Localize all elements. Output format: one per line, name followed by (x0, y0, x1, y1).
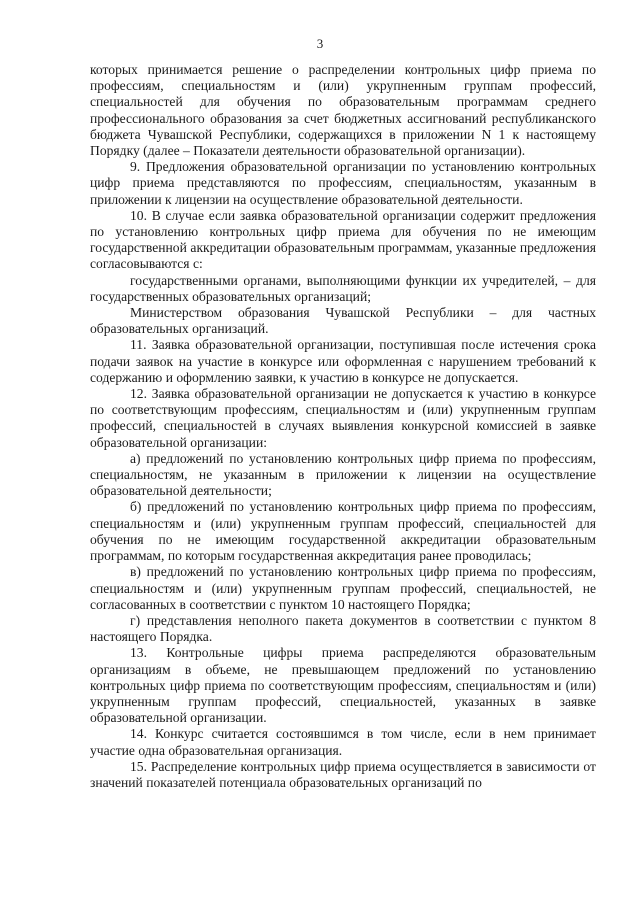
paragraph-item-15: 15. Распределение контрольных цифр приема осуществляется в зависимости от значений показателей потенциала образовательных организаций по (90, 758, 596, 790)
paragraph-continuation: которых принимается решение о распределении контрольных цифр приема по профессиям, специальностям и (или) укрупненным группам профессий, специальностей для обучения по образовательным программам среднего профессионального образования за счет бюджетных ассигнований республиканского бюджета Чувашской Республики, содержащихся в приложении N 1 к настоящему Порядку (далее – Показатели деятельности образовательной организации). (90, 62, 596, 159)
document-body (90, 62, 596, 791)
paragraph-item-11: 11. Заявка образовательной организации, поступившая после истечения срока подачи заявок на участие в конкурсе или оформленная с нарушением требований к содержанию и оформлению заявки, к участию в конкурсе не допускается. (90, 337, 596, 385)
paragraph-item-12-v: в) предложений по установлению контрольных цифр приема по профессиям, специальностям и (или) укрупненным группам профессий, специальностей, не согласованных в соответствии с пунктом 10 настоящего Порядка; (90, 564, 596, 612)
paragraph-item-12: 12. Заявка образовательной организации не допускается к участию в конкурсе по соответствующим профессиям, специальностям и (или) укрупненным группам профессий, специальностей в случаях выявления конкурсной комиссией в заявке образовательной организации: (90, 386, 596, 450)
page-number: 3 (316, 36, 324, 51)
paragraph-item-14: 14. Конкурс считается состоявшимся в том числе, если в нем принимает участие одна образовательная организация. (90, 726, 596, 758)
paragraph-item-10: 10. В случае если заявка образовательной организации содержит предложения по установлению контрольных цифр приема для обучения по не имеющим государственной аккредитации образовательным программам, указанные предложения согласовываются с: (90, 207, 596, 272)
paragraph-item-12-g: г) представления неполного пакета документов в соответствии с пунктом 8 настоящего Порядка. (90, 612, 596, 645)
paragraph-item-10-state: государственными органами, выполняющими функции их учредителей, – для государственных образовательных организаций; (90, 272, 596, 304)
paragraph-item-13: 13. Контрольные цифры приема распределяются образовательным организациям в объеме, не превышающем предложений по установлению контрольных цифр приема по соответствующим профессиям, специальностям и (или) укрупненным группам профессий, специальностей, указанных в заявке образовательной организации. (90, 645, 596, 726)
paragraph-item-12-b: б) предложений по установлению контрольных цифр приема по профессиям, специальностям и (или) укрупненным группам профессий, специальностей для обучения по не имеющим государственной аккредитации образовательным программам, по которым государственная аккредитация ранее проводилась; (90, 499, 596, 564)
paragraph-item-10-private: Министерством образования Чувашской Республики – для частных образовательных организаций. (90, 305, 596, 337)
paragraph-item-12-a: а) предложений по установлению контрольных цифр приема по профессиям, специальностям, не указанным в приложении к лицензии на осуществление образовательной деятельности; (90, 450, 596, 499)
paragraph-item-9: 9. Предложения образовательной организации по установлению контрольных цифр приема представляются по профессиям, специальностям, указанным в приложении к лицензии на осуществление образовательной деятельности. (90, 159, 596, 207)
